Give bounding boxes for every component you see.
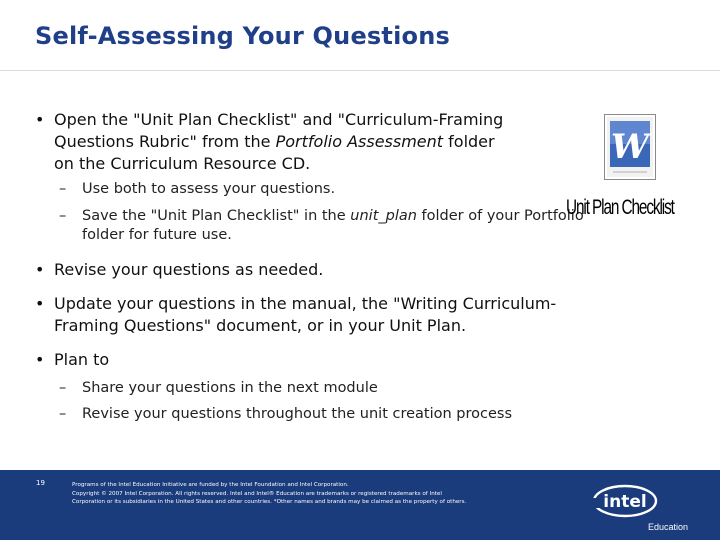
bullet-4: • Plan to [35, 350, 110, 369]
icon-caption[interactable]: Unit Plan Checklist [566, 196, 674, 219]
dash-marker: – [59, 380, 67, 396]
svg-text:Education: Education [647, 522, 688, 532]
bullet-marker: • [35, 350, 45, 369]
bullet-2: • Revise your questions as needed. [35, 260, 324, 279]
svg-text:W: W [610, 127, 650, 167]
page-number: 19 [36, 479, 45, 487]
svg-text:intel: intel [603, 492, 647, 512]
bullet-marker: • [35, 110, 45, 129]
slide-title: Self-Assessing Your Questions [35, 22, 450, 50]
bullet-marker: • [35, 260, 45, 279]
legal-text: Programs of the Intel Education Initiative are funded by the Intel Foundation and Intel Corporation. Copyright © 2007 Intel Corporation. All rights reserved. Intel and Intel® Education are trademarks or registered trademarks of Intel Corporation or its subsidiaries in the United States and other countries. *Other names and brands may be claimed as the property of others. [72, 482, 467, 505]
bullet-3: • Update your questions in the manual, the "Writing Curriculum- Framing Questions" document, or in your Unit Plan. [35, 294, 557, 335]
sub-bullet-4-2: – Revise your questions throughout the unit creation process [59, 406, 513, 422]
sub-bullet-1-1: – Use both to assess your questions. [59, 181, 336, 197]
dash-marker: – [59, 406, 67, 422]
dash-marker: – [59, 181, 67, 197]
bullet-marker: • [35, 294, 45, 313]
intel-education-logo [592, 483, 690, 533]
dash-marker: – [59, 208, 67, 224]
sub-bullet-4-1: – Share your questions in the next module [59, 380, 378, 396]
word-document-icon[interactable] [604, 114, 656, 180]
bullet-1-line-1: Open the "Unit Plan Checklist" and "Curriculum-Framing [54, 110, 504, 129]
bullet-1-line-2: Questions Rubric" from the Portfolio Assessment folder [54, 132, 495, 151]
bullet-1-line-3: on the Curriculum Resource CD. [54, 154, 311, 173]
footer-bar [0, 470, 720, 540]
sub-bullet-1-2: – Save the "Unit Plan Checklist" in the unit_plan folder of your Portfolio folder for future use. [59, 208, 584, 243]
bullet-1 [35, 109, 504, 175]
